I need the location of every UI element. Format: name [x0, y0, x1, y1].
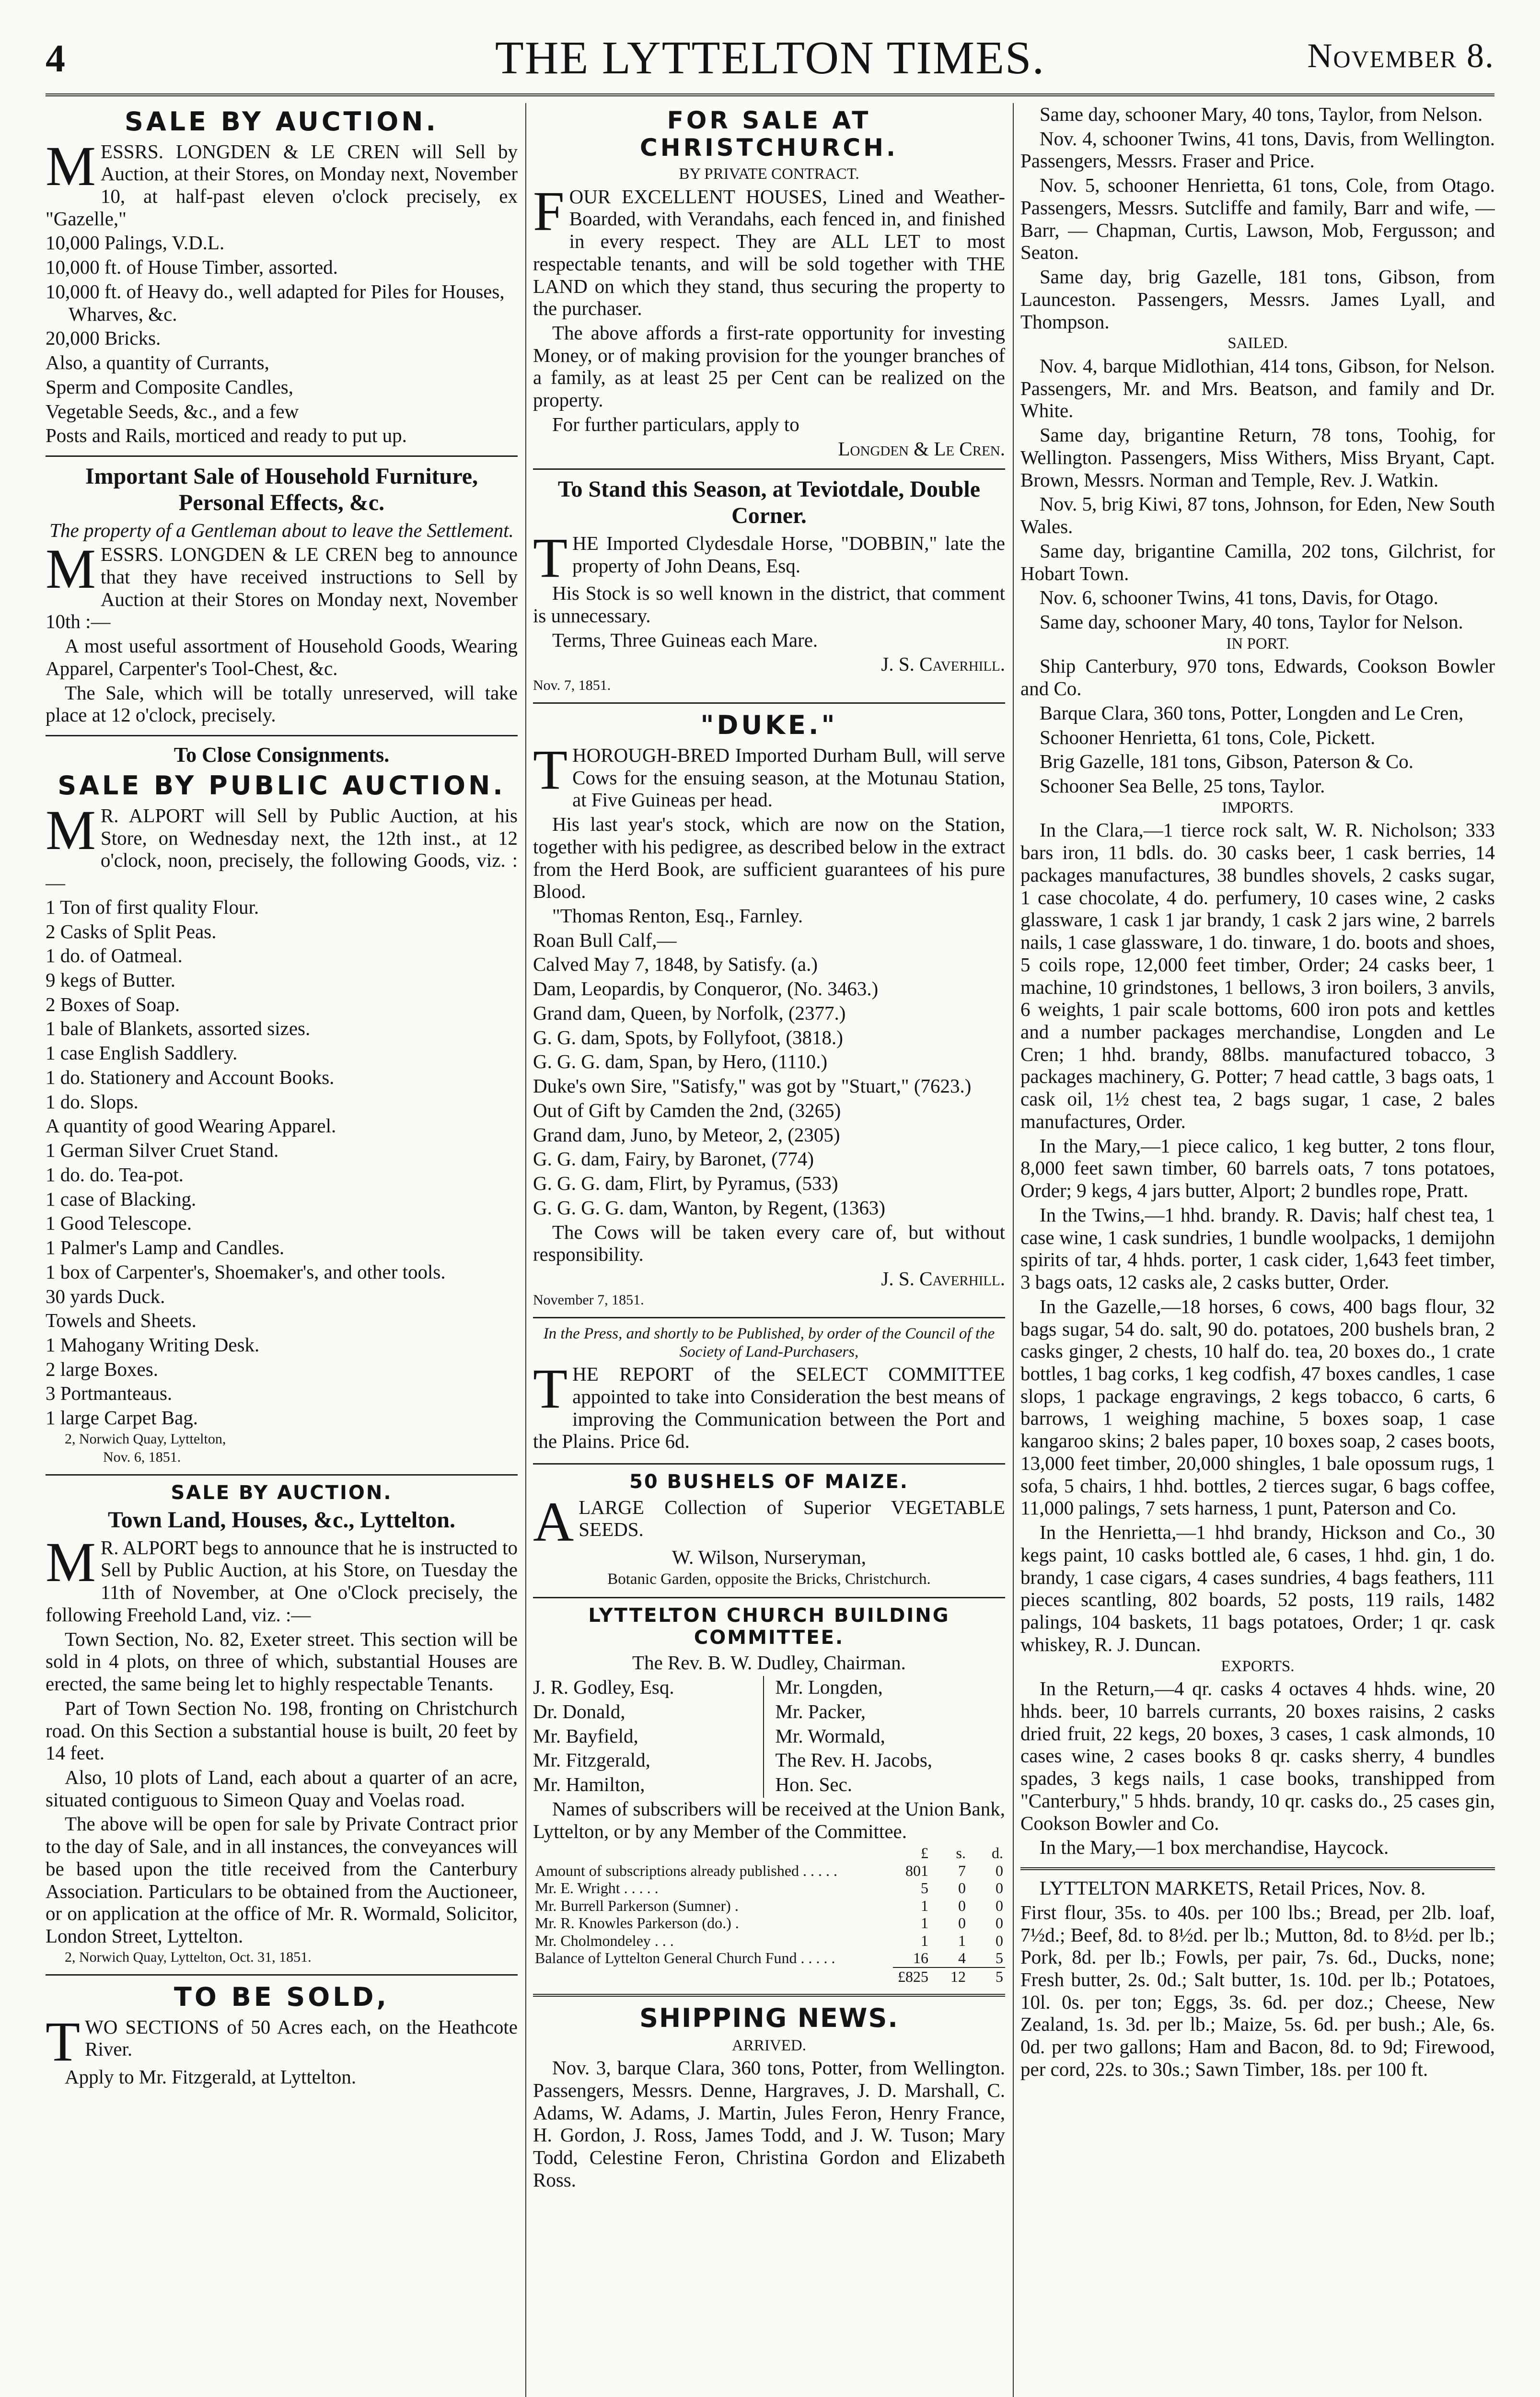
goods-list [46, 896, 518, 1429]
ad-text: LARGE Collection of Superior VEGETABLE SEEDS. [579, 1496, 1005, 1541]
ad-heading: To Stand this Season, at Teviotdale, Double Corner. [557, 477, 981, 529]
committee-member: Mr. Wormald, [775, 1724, 885, 1747]
ad-close-consignments [46, 743, 518, 1466]
committee-members [533, 1676, 1005, 1798]
amount-pounds: 1 [921, 1932, 928, 1949]
row-label: Balance of Lyttelton General Church Fund . . . . . [535, 1949, 835, 1967]
ad-sale-by-auction-longden [46, 107, 518, 447]
drop-cap: A [533, 1490, 574, 1553]
ad-text: HE REPORT of the SELECT COMMITTEE appointed to take into Consideration the best means of improving the Communication between the Port and the Plains. Price 6d. [533, 1363, 1005, 1453]
shipping-arrived-list [1020, 103, 1495, 333]
table-row [533, 1914, 1005, 1932]
ad-heading: SALE BY AUCTION. [124, 106, 439, 137]
amount-pence: 0 [996, 1897, 1003, 1914]
ad-text: A most useful assortment of Household Goods, Wearing Apparel, Carpenter's Tool-Chest, &c. [46, 635, 518, 679]
list-item: 1 do. of Oatmeal. [46, 944, 183, 967]
ad-date: Nov. 6, 1851. [103, 1449, 181, 1466]
pedigree-entry: Roan Bull Calf,— [533, 929, 677, 951]
list-item: 10,000 Palings, V.D.L. [46, 232, 225, 254]
pedigree-entry: Grand dam, Juno, by Meteor, 2, (2305) [533, 1123, 840, 1146]
ad-date: Nov. 7, 1851. [533, 677, 611, 694]
list-item: 30 yards Duck. [46, 1285, 165, 1307]
committee-member: Mr. Bayfield, [533, 1724, 638, 1747]
ad-heading: SALE BY PUBLIC AUCTION. [58, 770, 506, 801]
ad-signature: W. Wilson, Nurseryman, [672, 1546, 866, 1568]
list-item: 2 large Boxes. [46, 1358, 158, 1380]
committee-member: Mr. Hamilton, [533, 1773, 645, 1796]
cargo-entry: In the Return,—4 qr. casks 4 octaves 4 hhds. wine, 20 hhds. beer, 10 barrels currants, 20 boxes raisins, 2 casks dried fruit, 22 kegs, 20 boxes, 3 cases, 1 cask almonds, 10 cases wine, 2 cases books 8 qr. casks sherry, 4 bundles spades, 3 kegs nails, 1 case books, transhipped from "Canterbury," 5 hhds. brandy, 10 qr. casks do., 25 cases gin, Cookson Bowler and Co. [1020, 1677, 1495, 1834]
ad-text: Apply to Mr. Fitzgerald, at Lyttelton. [65, 2065, 357, 2088]
list-item: Towels and Sheets. [46, 1309, 197, 1332]
ad-subheading: The property of a Gentleman about to leave the Settlement. [49, 519, 514, 541]
pedigree-list [533, 929, 1005, 1219]
committee-member: Mr. Packer, [775, 1700, 866, 1722]
ad-text: HOROUGH-BRED Imported Durham Bull, will serve Cows for the ensuing season, at the Motunau Station, at Five Guineas per head. [572, 744, 1005, 811]
list-item: 20,000 Bricks. [46, 327, 161, 349]
list-item: Posts and Rails, morticed and ready to put up. [46, 424, 407, 447]
ad-town-land [46, 1482, 518, 1966]
ad-text: R. ALPORT begs to announce that he is instructed to Sell by Public Auction, at his Store, on Tuesday the 11th of November, at One o'Clock precisely, the following Freehold Land, viz. :— [46, 1536, 518, 1626]
column-2 [533, 103, 1005, 2397]
pedigree-entry: G. G. G. dam, Flirt, by Pyramus, (533) [533, 1172, 838, 1195]
drop-cap: T [533, 738, 568, 801]
issue-date: November 8. [1307, 36, 1494, 75]
ad-text: Names of subscribers will be received at the Union Bank, Lyttelton, or by any Member of the Committee. [533, 1797, 1005, 1842]
list-item: Also, a quantity of Currants, [46, 351, 269, 374]
shipping-entry: Nov. 4, barque Midlothian, 414 tons, Gibson, for Nelson. Passengers, Mr. and Mrs. Beatson, and family and Dr. White. [1020, 354, 1495, 422]
markets-title: LYTTELTON MARKETS, Retail Prices, Nov. 8. [1040, 1877, 1426, 1899]
pedigree-entry: G. G. G. dam, Span, by Hero, (1110.) [533, 1050, 828, 1073]
list-item: 1 do. Stationery and Account Books. [46, 1066, 335, 1088]
list-item: 1 do. do. Tea-pot. [46, 1163, 184, 1186]
list-item: 1 Ton of first quality Flour. [46, 896, 259, 918]
ad-heading: Town Land, Houses, &c., Lyttelton. [107, 1507, 455, 1533]
table-row [533, 1932, 1005, 1949]
section-subheading: IN PORT. [1226, 635, 1289, 652]
list-item: 2 Boxes of Soap. [46, 993, 180, 1015]
ad-text: WO SECTIONS of 50 Acres each, on the Heathcote River. [85, 2015, 518, 2060]
total-shillings: 12 [930, 1967, 968, 1985]
amount-pounds: 16 [913, 1949, 928, 1967]
ad-text: Part of Town Section No. 198, fronting on Christchurch road. On this Section a substantial house is built, 20 feet by 14 feet. [46, 1697, 518, 1764]
shipping-entry: Schooner Henrietta, 61 tons, Cole, Pickett. [1040, 726, 1376, 748]
cargo-entry: In the Henrietta,—1 hhd brandy, Hickson and Co., 30 kegs paint, 10 casks bottled ale, 6 cases, 1 hhd. gin, 1 do. brandy, 1 case cigars, 4 cases sundries, 4 bags feathers, 111 pieces scantling, 802 boards, 52 posts, 119 rails, 1482 palings, 104 baskets, 11 bags potatoes, Order; 1 qr. cask whiskey, R. J. Duncan. [1020, 1521, 1495, 1655]
column-header: d. [992, 1844, 1003, 1862]
ad-text: HE Imported Clydesdale Horse, "DOBBIN," late the property of John Deans, Esq. [572, 532, 1005, 577]
ad-text: The Cows will be taken every care of, but without responsibility. [533, 1221, 1005, 1266]
ad-address: 2, Norwich Quay, Lyttelton, [65, 1431, 226, 1447]
amount-pence: 0 [996, 1932, 1003, 1949]
amount-pounds: 1 [921, 1914, 928, 1932]
list-item: A quantity of good Wearing Apparel. [46, 1115, 336, 1137]
ad-for-sale-christchurch [533, 107, 1005, 460]
ad-text: Town Section, No. 82, Exeter street. This section will be sold in 4 plots, on three of which, substantial Houses are erected, the same being let to highly respectable Tenants. [46, 1628, 518, 1695]
amount-shillings: 7 [958, 1862, 966, 1879]
committee-member: Dr. Donald, [533, 1700, 625, 1722]
ad-subheading: BY PRIVATE CONTRACT. [679, 165, 859, 183]
shipping-entry: Brig Gazelle, 181 tons, Gibson, Paterson & Co. [1040, 750, 1414, 773]
column-1 [46, 103, 518, 2397]
list-item: 1 bale of Blankets, assorted sizes. [46, 1017, 311, 1040]
list-item: 1 large Carpet Bag. [46, 1407, 198, 1429]
shipping-entry: Ship Canterbury, 970 tons, Edwards, Cookson Bowler and Co. [1020, 655, 1495, 700]
ad-text: Also, 10 plots of Land, each about a quarter of an acre, situated contiguous to Simeon Quay and Voelas road. [46, 1766, 518, 1811]
shipping-entry: Nov. 4, schooner Twins, 41 tons, Davis, from Wellington. Passengers, Messrs. Fraser and Price. [1020, 127, 1495, 172]
drop-cap: T [533, 526, 568, 589]
table-row [533, 1862, 1005, 1879]
committee-member: Mr. Fitzgerald, [533, 1749, 650, 1771]
amount-pounds: 1 [921, 1897, 928, 1914]
shipping-entry: Same day, schooner Mary, 40 tons, Taylor, from Nelson. [1040, 103, 1483, 125]
pedigree-entry: Grand dam, Queen, by Norfolk, (2377.) [533, 1001, 846, 1024]
row-label: Mr. Cholmondeley . . . [535, 1932, 674, 1949]
drop-cap: M [46, 134, 96, 198]
column-3 [1020, 103, 1495, 2397]
section-heading: SHIPPING NEWS. [639, 2003, 899, 2034]
ad-duke-bull [533, 710, 1005, 1308]
ad-heading: 50 BUSHELS OF MAIZE. [629, 1471, 909, 1493]
ad-date: November 7, 1851. [533, 1292, 644, 1308]
drop-cap: M [46, 537, 96, 601]
amount-pence: 0 [996, 1862, 1003, 1879]
ad-to-be-sold [46, 1982, 518, 2088]
list-item: 1 Palmer's Lamp and Candles. [46, 1236, 285, 1259]
pedigree-entry: Out of Gift by Camden the 2nd, (3265) [533, 1099, 841, 1121]
drop-cap: M [46, 1530, 96, 1594]
column-divider [525, 103, 526, 2397]
list-item: 1 Good Telescope. [46, 1212, 192, 1234]
row-label: Mr. E. Wright . . . . . [535, 1879, 659, 1897]
list-item: 1 case of Blacking. [46, 1187, 197, 1210]
shipping-entry: Nov. 6, schooner Twins, 41 tons, Davis, for Otago. [1040, 586, 1438, 609]
masthead-rule [46, 93, 1494, 99]
ad-maize-seeds [533, 1471, 1005, 1588]
list-item: 1 case English Saddlery. [46, 1042, 238, 1064]
subscriptions-table [533, 1844, 1005, 1985]
drop-cap: F [533, 179, 565, 243]
ad-text: "Thomas Renton, Esq., Farnley. [552, 904, 803, 927]
amount-shillings: 0 [958, 1879, 966, 1897]
cargo-entry: In the Mary,—1 piece calico, 1 keg butter, 2 tons flour, 8,000 feet sawn timber, 60 barrels oats, 7 tons potatoes, Order; 9 kegs, 4 jars butter, Alport; 2 bundles rope, Pratt. [1020, 1134, 1495, 1202]
goods-list [46, 232, 518, 447]
section-subheading: IMPORTS. [1222, 799, 1294, 816]
amount-shillings: 4 [958, 1949, 966, 1967]
committee-member: The Rev. H. Jacobs, [775, 1749, 933, 1771]
table-row [533, 1879, 1005, 1897]
section-subheading: SAILED. [1227, 335, 1288, 352]
ad-signature: J. S. Caverhill. [881, 653, 1005, 675]
section-subheading: EXPORTS. [1221, 1657, 1295, 1675]
list-item: 1 Mahogany Writing Desk. [46, 1334, 260, 1356]
exports-list [1020, 1677, 1495, 1859]
column-divider [1013, 103, 1014, 2397]
cargo-entry: In the Clara,—1 tierce rock salt, W. R. Nicholson; 333 bars iron, 11 bdls. do. 30 casks beer, 1 cask berries, 14 packages manufactures, 38 bundles shovels, 2 casks sugar, 1 case chocolate, 4 do. perfumery, 10 cases wine, 2 casks glassware, 1 cask 1 jar brandy, 1 cask 2 jars wine, 2 barrels nails, 1 case glassware, 1 do. tinware, 1 do. boots and shoes, 5 coils rope, 12,000 feet timber, Order; 24 casks beer, 1 machine, 10 grindstones, 1 bellows, 3 iron boilers, 3 anvils, 6 weights, 1 pair scale bottoms, 600 iron pots and kettles and a number packages merchandise, Longden and Le Cren; 1 hhd. brandy, 88lbs. manufactured tobacco, 3 packages machinery, G. Potter; 7 head cattle, 3 bags oats, 1 cask oil, 1½ chest tea, 2 bags sugar, 1 case, 2 bales manufactures, Order. [1020, 819, 1495, 1132]
amount-pence: 0 [996, 1914, 1003, 1932]
ad-text: The above affords a first-rate opportunity for investing Money, or of making provision for the younger branches of a family, as at least 25 per Cent can be realized on the property. [533, 322, 1005, 411]
ad-text: For further particulars, apply to [552, 413, 799, 435]
list-item: 2 Casks of Split Peas. [46, 920, 217, 943]
list-item: 1 box of Carpenter's, Shoemaker's, and other tools. [46, 1260, 446, 1283]
pedigree-entry: Dam, Leopardis, by Conqueror, (No. 3463.) [533, 977, 879, 1000]
amount-shillings: 1 [958, 1932, 966, 1949]
committee-member: Hon. Sec. [775, 1773, 853, 1796]
ad-signature: Longden & Le Cren. [838, 437, 1005, 460]
ad-heading: SALE BY AUCTION. [171, 1482, 393, 1504]
drop-cap: M [46, 798, 96, 861]
ad-subheading: In the Press, and shortly to be Published, by order of the Council of the Society of Land-Purchasers, [543, 1325, 995, 1361]
ad-heading: "DUKE." [700, 710, 838, 741]
table-row [533, 1949, 1005, 1967]
newspaper-title: THE LYTTELTON TIMES. [495, 32, 1045, 84]
cargo-entry: In the Twins,—1 hhd. brandy. R. Davis; half chest tea, 1 case wine, 1 cask sundries, 1 bundle woolpacks, 1 demijohn spirits of tar, 4 hhds. porter, 1 cask cider, 1,643 feet timber, 3 bags oats, 12 casks ale, 2 casks butter, Order. [1020, 1203, 1495, 1293]
total-pence: 5 [968, 1967, 1005, 1985]
amount-pence: 5 [996, 1949, 1003, 1967]
lyttelton-markets [1020, 1877, 1495, 2081]
amount-shillings: 0 [958, 1914, 966, 1932]
list-item: 1 do. Slops. [46, 1090, 139, 1113]
shipping-in-port-list [1020, 655, 1495, 797]
list-item: 3 Portmanteaus. [46, 1382, 173, 1405]
ad-text: R. ALPORT will Sell by Public Auction, at his Store, on Wednesday next, the 12th inst., at 12 o'clock, noon, precisely, the following Goods, viz. :— [46, 804, 518, 894]
ad-household-furniture [46, 464, 518, 726]
shipping-entry: Nov. 3, barque Clara, 360 tons, Potter, from Wellington. Passengers, Messrs. Denne, Hargraves, J. D. Marshall, C. Adams, W. Adams, J. Martin, Jules Feron, Henry France, H. Gordon, J. Ross, James Todd, and J. W. Tuson; Mary Todd, Celestine Feron, Christina Gordon and Elizabeth Ross. [533, 2057, 1005, 2191]
shipping-entry: Schooner Sea Belle, 25 tons, Taylor. [1040, 775, 1325, 797]
ad-text: His Stock is so well known in the district, that comment is unnecessary. [533, 582, 1005, 627]
shipping-news [533, 2003, 1005, 2191]
ad-heading: LYTTELTON CHURCH BUILDING COMMITTEE. [588, 1605, 950, 1649]
section-subheading: ARRIVED. [732, 2036, 806, 2054]
shipping-sailed-list [1020, 355, 1495, 633]
ad-text: ESSRS. LONGDEN & LE CREN will Sell by Auction, at their Stores, on Monday next, November 10, at half-past eleven o'clock precisely, ex "Gazelle," [46, 140, 518, 230]
ad-signature: J. S. Caverhill. [881, 1267, 1005, 1290]
markets-prices: First flour, 35s. to 40s. per 100 lbs.; Bread, per 2lb. loaf, 7½d.; Beef, 8d. to 8½d. per lb.; Mutton, 8d. to 8½d. per lb.; Pork, 8d. per lb.; Fowls, per pair, 7s. 6d., Ducks, none; Fresh butter, 2s. 0d.; Salt butter, 1s. 10d. per lb.; Potatoes, 10l. 0s. per ton; Eggs, 3s. 6d. per doz.; Cheese, New Zealand, 1s. 3d. per lb.; Maize, 5s. 6d. per bush.; Ale, 6s. 0d. per two gallons; Ham and Bacon, 8d. to 9d; Firewood, per cord, 22s. to 30s.; Sawn Timber, 18s. per 100 ft. [1020, 1901, 1495, 2080]
total-pounds: £825 [893, 1967, 930, 1985]
pedigree-entry: G. G. dam, Fairy, by Baronet, (774) [533, 1148, 814, 1170]
imports-list [1020, 819, 1495, 1655]
committee-member: Mr. Longden, [775, 1676, 883, 1699]
row-label: Mr. R. Knowles Parkerson (do.) . [535, 1914, 739, 1932]
pedigree-entry: Calved May 7, 1848, by Satisfy. (a.) [533, 953, 818, 976]
ad-heading: TO BE SOLD, [174, 1982, 389, 2013]
list-item: Sperm and Composite Candles, [46, 375, 294, 398]
committee-member: J. R. Godley, Esq. [533, 1676, 674, 1699]
ad-text: His last year's stock, which are now on the Station, together with his pedigree, as described below in the extract from the Herd Book, are sufficient guarantees of his pure Blood. [533, 813, 1005, 903]
shipping-entry: Nov. 5, schooner Henrietta, 61 tons, Cole, from Otago. Passengers, Messrs. Sutcliffe and family, Barr and wife, — Barr, — Chapman, Curtis, Lawson, Mob, Fergusson; and Seaton. [1020, 174, 1495, 264]
list-item: 10,000 ft. of House Timber, assorted. [46, 256, 338, 279]
amount-pence: 0 [996, 1879, 1003, 1897]
amount-shillings: 0 [958, 1897, 966, 1914]
ad-clydesdale-horse [533, 477, 1005, 694]
masthead [46, 26, 1494, 93]
column-header: £ [921, 1844, 928, 1862]
ad-heading: Important Sale of Household Furniture, Personal Effects, &c. [85, 464, 478, 515]
ad-text: The Sale, which will be totally unreserved, will take place at 12 o'clock, precisely. [46, 681, 518, 726]
cargo-entry: In the Gazelle,—18 horses, 6 cows, 400 bags flour, 32 bags sugar, 54 do. salt, 90 do. potatoes, 200 bushels bran, 2 casks ginger, 2 chests, 10 half do. tea, 20 boxes do., 1 crate bottles, 1 bag corks, 1 keg codfish, 47 boxes candles, 1 case slops, 1 package engravings, 2 kegs tobacco, 6 carts, 6 barrows, 1 weighing machine, 5 boxes soap, 1 case kangaroo skins; 2 bales paper, 10 boxes soap, 2 cases boots, 13,000 feet timber, 20,000 shingles, 1 bale opossum rugs, 1 sofa, 5 chairs, 1 hhd. bottles, 2 tierces sugar, 6 bags coffee, 11,000 palings, 7 sets harness, 1 punt, Paterson and Co. [1020, 1295, 1495, 1519]
list-item: 9 kegs of Butter. [46, 968, 176, 991]
ad-address: Botanic Garden, opposite the Bricks, Christchurch. [607, 1570, 931, 1588]
pedigree-entry: G. G. G. G. dam, Wanton, by Regent, (1363) [533, 1196, 885, 1219]
pedigree-entry: G. G. dam, Spots, by Follyfoot, (3818.) [533, 1026, 843, 1048]
page-number: 4 [46, 36, 65, 80]
cargo-entry: In the Mary,—1 box merchandise, Haycock. [1040, 1836, 1389, 1859]
shipping-entry: Same day, brigantine Camilla, 202 tons, Gilchrist, for Hobart Town. [1020, 539, 1495, 584]
drop-cap: T [46, 2010, 81, 2073]
ad-address: 2, Norwich Quay, Lyttelton, Oct. 31, 1851. [65, 1949, 312, 1965]
list-item: Vegetable Seeds, &c., and a few [46, 400, 299, 422]
ad-church-building-committee [533, 1605, 1005, 1985]
ad-text: The above will be open for sale by Private Contract prior to the day of Sale, and in all instances, the conveyances will be based upon the title received from the Canterbury Association. Particulars to be obtained from the Auctioneer, or on application at the office of Mr. R. Wormald, Solicitor, London Street, Lyttelton. [46, 1813, 518, 1947]
ad-text: OUR EXCELLENT HOUSES, Lined and Weather-Boarded, with Verandahs, each fenced in, and finished in every respect. They are ALL LET to most respectable tenants, and will be sold together with THE LAND on which they stand, thus securing the property to the purchaser. [533, 185, 1005, 320]
table-row [533, 1897, 1005, 1914]
amount-pounds: 801 [905, 1862, 928, 1879]
list-item: 10,000 ft. of Heavy do., well adapted for Piles for Houses, Wharves, &c. [46, 280, 505, 325]
shipping-entry: Barque Clara, 360 tons, Potter, Longden and Le Cren, [1040, 701, 1464, 724]
ad-heading: To Close Consignments. [174, 743, 390, 767]
shipping-entry: Same day, schooner Mary, 40 tons, Taylor for Nelson. [1040, 611, 1463, 633]
row-label: Mr. Burrell Parkerson (Sumner) . [535, 1897, 739, 1914]
ad-heading: FOR SALE AT CHRISTCHURCH. [640, 106, 898, 162]
column-header: s. [956, 1844, 966, 1862]
ad-text: ESSRS. LONGDEN & LE CREN beg to announce that they have received instructions to Sell by Auction at their Stores on Monday next, November 10th :— [46, 543, 518, 633]
ad-subheading: The Rev. B. W. Dudley, Chairman. [632, 1652, 906, 1674]
shipping-entry: Nov. 5, brig Kiwi, 87 tons, Johnson, for Eden, New South Wales. [1020, 493, 1495, 538]
amount-pounds: 5 [921, 1879, 928, 1897]
ad-select-committee-report [533, 1325, 1005, 1454]
row-label: Amount of subscriptions already published . . . . . [535, 1862, 838, 1879]
list-item: 1 German Silver Cruet Stand. [46, 1139, 279, 1162]
shipping-entry: Same day, brigantine Return, 78 tons, Toohig, for Wellington. Passengers, Miss Withers, Miss Bryant, Capt. Brown, Messrs. Norman and Temple, Rev. J. Watkin. [1020, 424, 1495, 491]
shipping-entry: Same day, brig Gazelle, 181 tons, Gibson, from Launceston. Passengers, Messrs. James Lyall, and Thompson. [1020, 266, 1495, 333]
ad-text: Terms, Three Guineas each Mare. [552, 628, 818, 651]
pedigree-entry: Duke's own Sire, "Satisfy," was got by "Stuart," (7623.) [533, 1075, 972, 1097]
drop-cap: T [533, 1357, 568, 1420]
